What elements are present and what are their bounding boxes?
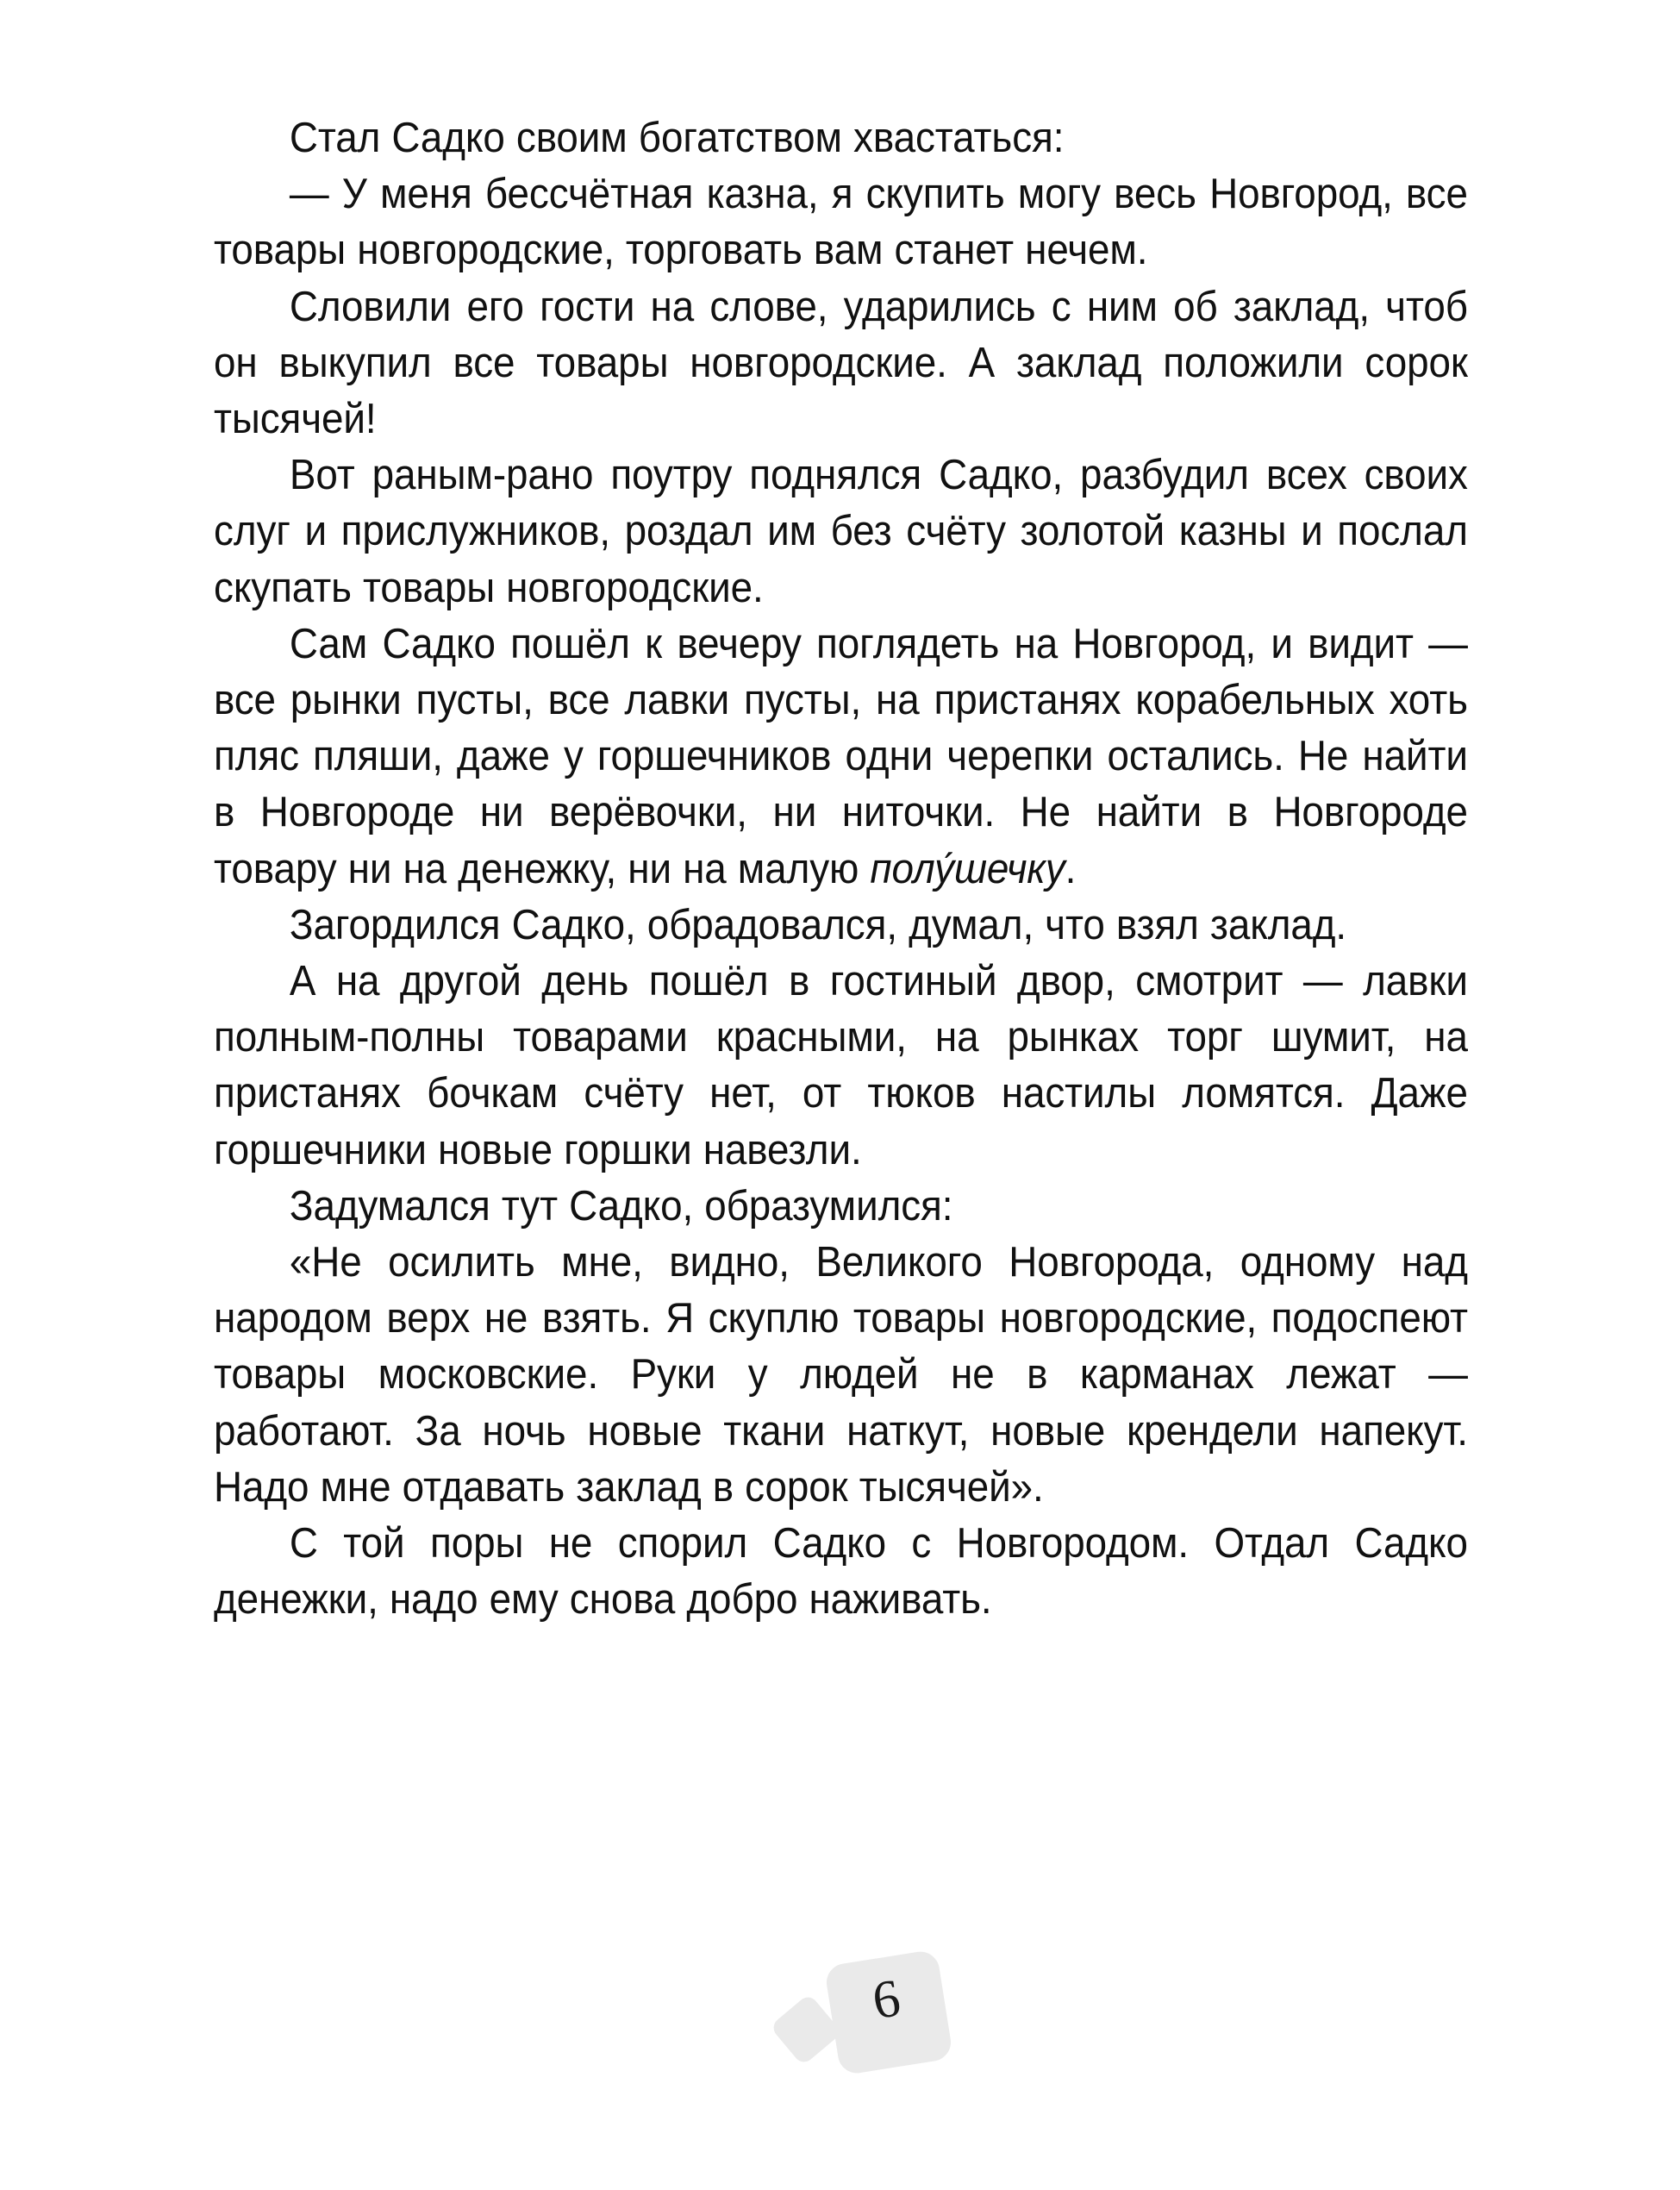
page-number: 6 bbox=[868, 1968, 904, 2030]
paragraph-6: Загордился Садко, обрадовался, думал, что взял заклад. bbox=[289, 901, 1346, 948]
paragraph-10: С той поры не спорил Садко с Новгородом. Отдал Садко денежки, надо ему снова добро наживать. bbox=[214, 1520, 1468, 1624]
footer-ornament bbox=[0, 1950, 1680, 2114]
paragraph-2: — У меня бессчётная казна, я скупить могу весь Новгород, все товары новгородские, торговать вам станет нечем. bbox=[214, 171, 1468, 274]
paragraph-1: Стал Садко своим богатством хвастаться: bbox=[289, 115, 1065, 161]
glossary-term-polushechku: полу́шечку bbox=[870, 845, 1065, 892]
paragraph-4: Вот раным-рано поутру поднялся Садко, разбудил всех своих слуг и прислужников, роздал им без счёту золотой казны и послал скупать товары новгородские. bbox=[214, 452, 1468, 611]
paragraph-8: Задумался тут Садко, образумился: bbox=[289, 1182, 953, 1230]
paragraph-3: Словили его гости на слове, ударились с ним об заклад, чтоб он выкупил все товары новгородские. А заклад положили сорок тысячей! bbox=[214, 283, 1468, 443]
body-text-column bbox=[214, 110, 1468, 1628]
paragraph-5 bbox=[214, 616, 1468, 898]
paragraph-7: А на другой день пошёл в гостиный двор, смотрит — лавки полным-полны товарами красными, на рынках торг шумит, на пристанях бочкам счёту нет, от тюков настилы ломятся. Даже горшечники новые горшки навезли. bbox=[214, 958, 1468, 1173]
paragraph-5-prefix: Сам Садко пошёл к вечеру поглядеть на Новгород, и видит — все рынки пусты, все лавки пусты, на пристанях корабельных хоть пляс пляши, даже у горшечников одни черепки остались. Не найти в Новгороде ни верёвочки, ни ниточки. Не найти в Новгороде товару ни на денежку, ни на малую bbox=[214, 620, 1468, 892]
paragraph-5-suffix: . bbox=[1065, 845, 1077, 892]
paragraph-9: «Не осилить мне, видно, Великого Новгорода, одному над народом верх не взять. Я скуплю товары новгородские, подоспеют товары московские. Руки у людей не в карманах лежат — работают. За ночь новые ткани наткут, новые крендели напекут. Надо мне отдавать заклад в сорок тысячей». bbox=[214, 1239, 1468, 1511]
